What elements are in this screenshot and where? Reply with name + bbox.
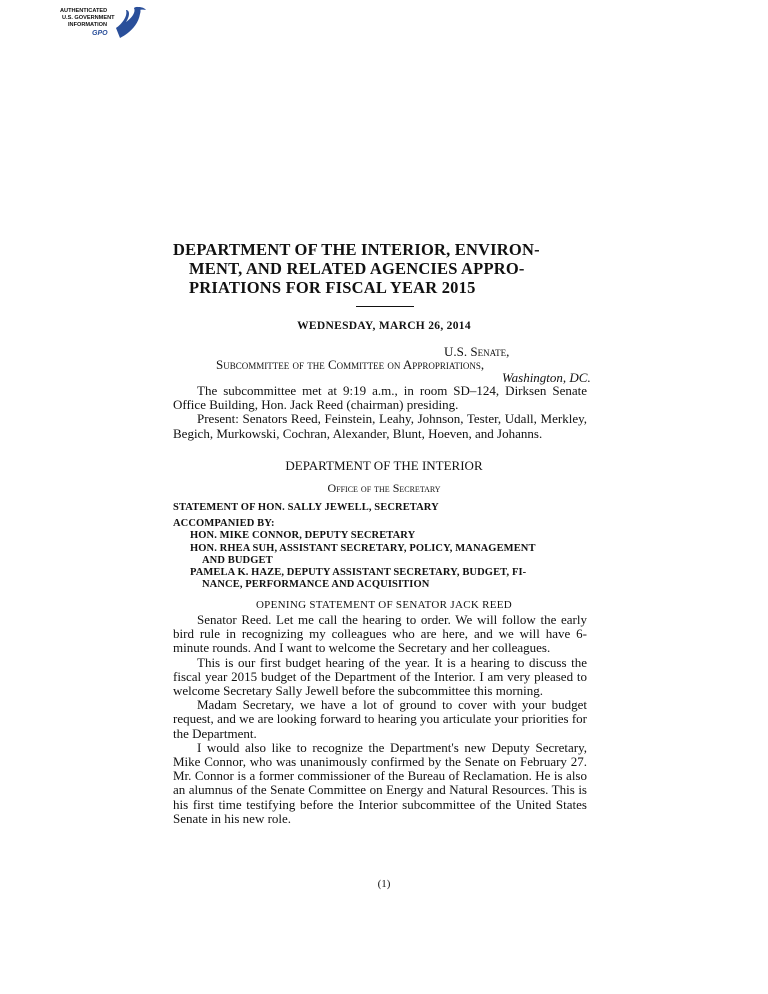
gpo-authentication-seal [58, 4, 150, 46]
seal-gpo-mark: GPO [92, 30, 108, 37]
body-paragraph-4: I would also like to recognize the Department's new Deputy Secretary, Mike Connor, who was unanimously confirmed by the Senate on February 27. Mr. Connor is a former commissioner of the Bureau of Reclamation. He is also an alumnus of the Senate Committee on Energy and Natural Resources. This is his first time testifying before the Interior subcommittee of the United States Senate in his new role. [173, 739, 587, 826]
statement-heading: STATEMENT OF HON. SALLY JEWELL, SECRETARY [173, 502, 439, 513]
eagle-logo-icon [58, 4, 150, 46]
statement-body [173, 613, 587, 826]
accompanied-item-1: HON. MIKE CONNOR, DEPUTY SECRETARY [190, 530, 416, 541]
document-title [173, 240, 593, 297]
accompanied-item-3-cont: NANCE, PERFORMANCE AND ACQUISITION [202, 579, 430, 590]
intro-paragraphs [173, 384, 587, 441]
office-heading: Office of the Secretary [327, 481, 441, 495]
accompanied-item-2: HON. RHEA SUH, ASSISTANT SECRETARY, POLICY, MANAGEMENT [190, 543, 536, 554]
senate-line: U.S. Senate, [444, 344, 510, 359]
title-line-1: DEPARTMENT OF THE INTERIOR, ENVIRON- [173, 240, 540, 259]
accompanied-item-2-cont: AND BUDGET [202, 555, 273, 566]
department-heading: DEPARTMENT OF THE INTERIOR [285, 458, 483, 473]
page-number: (1) [377, 878, 391, 890]
body-paragraph-3: Madam Secretary, we have a lot of ground to cover with your budget request, and we are looking forward to hearing you articulate your priorities for the Department. [173, 697, 587, 741]
accompanied-label: ACCOMPANIED BY: [173, 518, 275, 529]
body-paragraph-1: Senator Reed. Let me call the hearing to order. We will follow the early bird rule in recognizing my colleagues who are here, and we will have 6-minute rounds. And I want to welcome the Secretary and her colleagues. [173, 612, 587, 656]
title-divider [356, 306, 414, 307]
seal-line-3: INFORMATION [68, 22, 108, 28]
opening-statement-heading: OPENING STATEMENT OF SENATOR JACK REED [255, 599, 513, 611]
body-paragraph-2: This is our first budget hearing of the year. It is a hearing to discuss the fiscal year 2015 budget of the Department of the Interior. I am very pleased to welcome Secretary Sally Jewell before the subcommittee this morning. [173, 654, 587, 699]
subcommittee-line: Subcommittee of the Committee on Appropriations, [216, 357, 485, 372]
title-line-2: MENT, AND RELATED AGENCIES APPRO- [189, 259, 525, 278]
title-line-3: PRIATIONS FOR FISCAL YEAR 2015 [189, 278, 476, 297]
meeting-paragraph: The subcommittee met at 9:19 a.m., in room SD–124, Dirksen Senate Office Building, Hon. Jack Reed (chairman) presiding. [173, 383, 587, 413]
present-paragraph: Present: Senators Reed, Feinstein, Leahy, Johnson, Tester, Udall, Merkley, Begich, Murkowski, Cochran, Alexander, Blunt, Hoeven, and Johanns. [173, 411, 587, 441]
accompanied-item-3: PAMELA K. HAZE, DEPUTY ASSISTANT SECRETARY, BUDGET, FI- [190, 567, 527, 578]
hearing-date: WEDNESDAY, MARCH 26, 2014 [297, 320, 471, 332]
seal-line-2: U.S. GOVERNMENT [62, 15, 115, 21]
seal-line-1: AUTHENTICATED [60, 8, 108, 14]
location-line: Washington, DC. [502, 370, 591, 385]
